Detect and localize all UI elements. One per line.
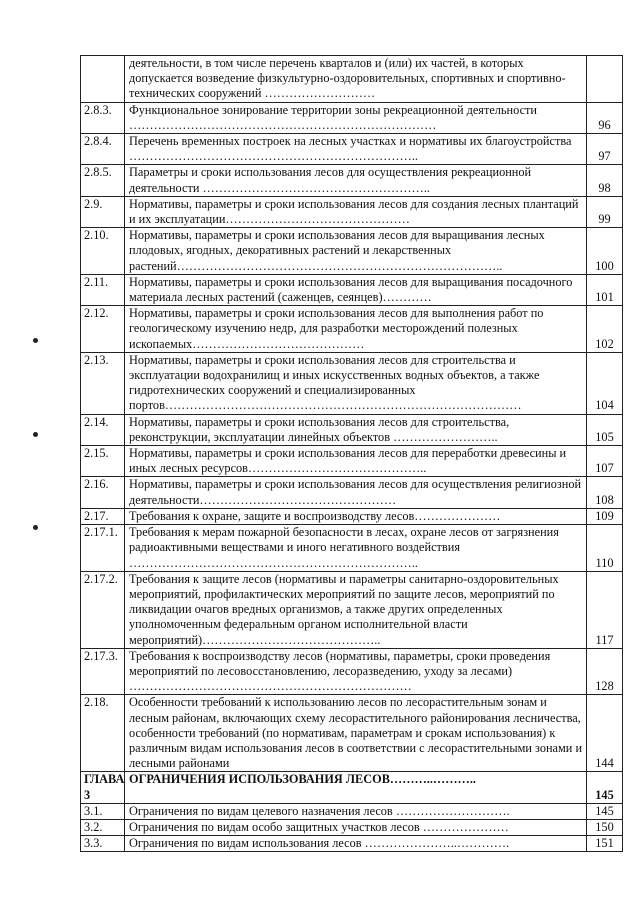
- page-number: 109: [587, 508, 623, 524]
- page-number: 150: [587, 819, 623, 835]
- toc-row: [81, 228, 623, 275]
- section-number: 2.8.3.: [81, 102, 125, 133]
- page-number: 104: [587, 352, 623, 414]
- section-title: Требования к воспроизводству лесов (нормативы, параметры, сроки проведения мероприятий по лесовосстановлению, лесоразведению, уходу за лесами) ……………………………………………………………: [125, 648, 587, 695]
- section-number: 2.17.1.: [81, 525, 125, 572]
- section-number: 2.10.: [81, 228, 125, 275]
- section-title: Нормативы, параметры и сроки использования лесов для строительства, реконструкции, эксплуатации линейных объектов ……………………..: [125, 414, 587, 445]
- section-title: Ограничения по видам особо защитных участков лесов …………………: [125, 819, 587, 835]
- section-number: 2.17.3.: [81, 648, 125, 695]
- section-number: 2.16.: [81, 477, 125, 508]
- section-title: Нормативы, параметры и сроки использования лесов для строительства и эксплуатации водохранилищ и иных искусственных водных объектов, а также гидротехнических сооружений и специализированных портов……………………………………………………………………………: [125, 352, 587, 414]
- page-number: 108: [587, 477, 623, 508]
- section-title: Ограничения по видам целевого назначения лесов ……………………….: [125, 803, 587, 819]
- toc-row: [81, 648, 623, 695]
- toc-row: [81, 525, 623, 572]
- page-number: [587, 56, 623, 103]
- toc-row: [81, 134, 623, 165]
- page-number: 100: [587, 228, 623, 275]
- page-number: 98: [587, 165, 623, 196]
- section-number: ГЛАВА 3: [81, 772, 125, 803]
- page-number: 151: [587, 836, 623, 852]
- section-title: ОГРАНИЧЕНИЯ ИСПОЛЬЗОВАНИЯ ЛЕСОВ………..………..: [125, 772, 587, 803]
- section-number: 2.17.: [81, 508, 125, 524]
- section-title: Параметры и сроки использования лесов для осуществления рекреационной деятельности ………………………………………………..: [125, 165, 587, 196]
- page-number: 102: [587, 306, 623, 353]
- toc-row: [81, 102, 623, 133]
- section-title: Требования к охране, защите и воспроизводству лесов…………………: [125, 508, 587, 524]
- toc-row: [81, 196, 623, 227]
- section-number: 3.2.: [81, 819, 125, 835]
- page-number: 117: [587, 571, 623, 648]
- section-title: Ограничения по видам использования лесов …………………..………….: [125, 836, 587, 852]
- page-number: 145: [587, 772, 623, 803]
- section-number: 2.14.: [81, 414, 125, 445]
- section-number: 2.8.5.: [81, 165, 125, 196]
- page-number: 110: [587, 525, 623, 572]
- page-number: 101: [587, 274, 623, 305]
- margin-dot: [33, 525, 38, 530]
- toc-row: [81, 836, 623, 852]
- section-number: 2.17.2.: [81, 571, 125, 648]
- page-number: 145: [587, 803, 623, 819]
- page-number: 99: [587, 196, 623, 227]
- page-number: 96: [587, 102, 623, 133]
- section-number: 2.18.: [81, 695, 125, 772]
- section-number: 2.8.4.: [81, 134, 125, 165]
- section-title: Нормативы, параметры и сроки использования лесов для осуществления религиозной деятельности…………………………………………: [125, 477, 587, 508]
- section-number: 2.13.: [81, 352, 125, 414]
- page-number: 105: [587, 414, 623, 445]
- section-number: [81, 56, 125, 103]
- section-title: деятельности, в том числе перечень кварталов и (или) их частей, в которых допускается возведение физкультурно-оздоровительных, спортивных и спортивно-технических сооружений ………………………: [125, 56, 587, 103]
- toc-row: [81, 803, 623, 819]
- chapter-row: [81, 772, 623, 803]
- section-number: 2.15.: [81, 446, 125, 477]
- section-title: Требования к мерам пожарной безопасности в лесах, охране лесов от загрязнения радиоактивными веществами и иного негативного воздействия ……………………………………………………………..: [125, 525, 587, 572]
- section-title: Нормативы, параметры и сроки использования лесов для выращивания лесных плодовых, ягодных, декоративных растений и лекарственных растений……………………………………………………………………..: [125, 228, 587, 275]
- toc-row: [81, 352, 623, 414]
- section-title: Функциональное зонирование территории зоны рекреационной деятельности …………………………………………………………………: [125, 102, 587, 133]
- page-number: 97: [587, 134, 623, 165]
- section-title: Нормативы, параметры и сроки использования лесов для выращивания посадочного материала лесных растений (саженцев, сеянцев)…………: [125, 274, 587, 305]
- section-number: 2.9.: [81, 196, 125, 227]
- toc-row: [81, 56, 623, 103]
- toc-row: [81, 446, 623, 477]
- section-number: 2.11.: [81, 274, 125, 305]
- toc-row: [81, 695, 623, 772]
- toc-row: [81, 477, 623, 508]
- page-number: 144: [587, 695, 623, 772]
- toc-row: [81, 819, 623, 835]
- section-number: 2.12.: [81, 306, 125, 353]
- toc-row: [81, 306, 623, 353]
- section-number: 3.3.: [81, 836, 125, 852]
- table-of-contents: [80, 55, 623, 852]
- toc-body: [81, 56, 623, 852]
- toc-row: [81, 274, 623, 305]
- section-title: Нормативы, параметры и сроки использования лесов для переработки древесины и иных лесных ресурсов……………………………………..: [125, 446, 587, 477]
- margin-dot: [33, 432, 38, 437]
- section-title: Перечень временных построек на лесных участках и нормативы их благоустройства ……………………………………………………………..: [125, 134, 587, 165]
- section-title: Требования к защите лесов (нормативы и параметры санитарно-оздоровительных мероприятий, профилактических мероприятий по защите лесов, мероприятий по ликвидации очагов вредных организмов, а также других определенных уполномоченным федеральным органом исполнительной власти мероприятий)……………………………………..: [125, 571, 587, 648]
- toc-row: [81, 414, 623, 445]
- section-title: Нормативы, параметры и сроки использования лесов для создания лесных плантаций и их эксплуатации………………………………………: [125, 196, 587, 227]
- page-number: 107: [587, 446, 623, 477]
- toc-row: [81, 165, 623, 196]
- section-title: Особенности требований к использованию лесов по лесорастительным зонам и лесным районам, включающих схему лесорастительного районирования лесничества, особенности требований (по нормативам, параметрам и срокам использования) к различным видам использования лесов в соответствии с лесорастительными зонами и лесными районами: [125, 695, 587, 772]
- section-number: 3.1.: [81, 803, 125, 819]
- toc-row: [81, 508, 623, 524]
- toc-row: [81, 571, 623, 648]
- section-title: Нормативы, параметры и сроки использования лесов для выполнения работ по геологическому изучению недр, для разработки месторождений полезных ископаемых……………………………………: [125, 306, 587, 353]
- margin-dot: [33, 338, 38, 343]
- page-number: 128: [587, 648, 623, 695]
